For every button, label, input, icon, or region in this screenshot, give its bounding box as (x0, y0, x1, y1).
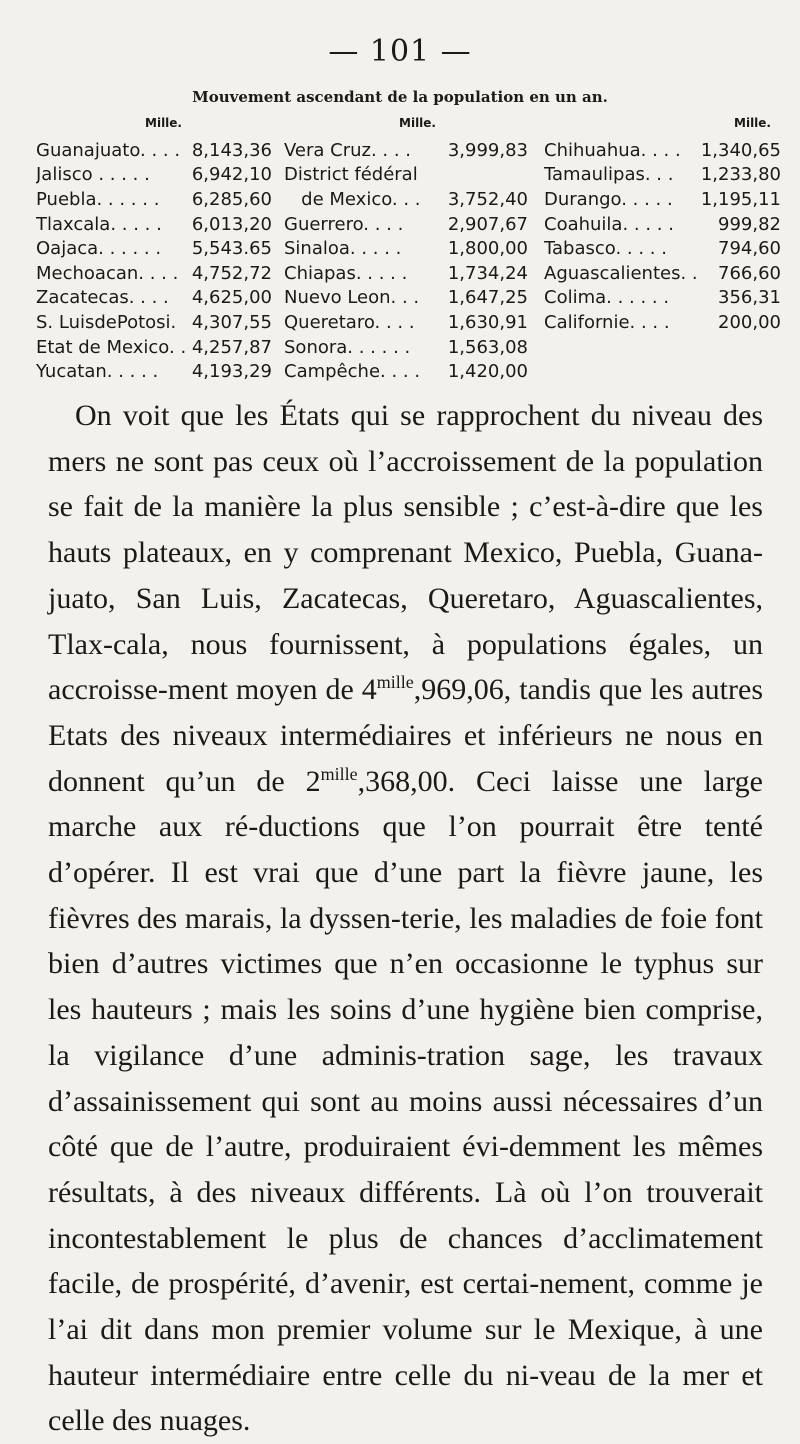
table-cell (36, 238, 272, 259)
table-cell (284, 263, 528, 284)
population-value: 4,193,29 (191, 361, 272, 383)
table-cell (284, 140, 528, 161)
state-name: Oajaca. . . . . . (36, 238, 162, 260)
population-value: 6,285,60 (191, 188, 272, 210)
state-name: Sinaloa. . . . . (284, 238, 402, 260)
table-cell (544, 164, 781, 185)
population-value: 1,233,80 (700, 164, 781, 186)
table-cell (544, 263, 781, 284)
table-cell (36, 164, 272, 185)
table-row (36, 212, 781, 237)
state-name: S. LuisdePotosi. (36, 311, 177, 333)
population-value: 1,420,00 (447, 361, 528, 383)
table-row (36, 236, 781, 261)
state-name: Colima. . . . . . (544, 287, 670, 309)
table-row (36, 138, 781, 163)
table-cell (284, 287, 528, 308)
population-value: 6,942,10 (191, 164, 272, 186)
population-value: 1,647,25 (447, 287, 528, 309)
state-name: Guerrero. . . . (284, 213, 404, 235)
table-cell (36, 337, 272, 358)
state-name: Coahuila. . . . . (544, 213, 674, 235)
table-cell (36, 263, 272, 284)
state-name: Tabasco. . . . . (544, 238, 667, 260)
table-cell (36, 312, 272, 333)
state-name: District fédéral (284, 164, 418, 186)
population-value: 3,752,40 (447, 188, 528, 210)
population-table (36, 116, 781, 384)
population-value: 6,013,20 (191, 213, 272, 235)
population-value: 3,999,83 (447, 139, 528, 161)
state-name: Tamaulipas. . . (544, 164, 674, 186)
table-cell (284, 189, 528, 210)
state-name: Queretaro. . . . (284, 311, 415, 333)
state-name: Zacatecas. . . . (36, 287, 169, 309)
population-value: 4,257,87 (191, 336, 272, 358)
state-name: Californie. . . . (544, 311, 670, 333)
superscript-mille: mille (320, 763, 358, 784)
column-header: Mille. (399, 116, 436, 130)
state-name: Mechoacan. . . . (36, 262, 179, 284)
state-name: Yucatan. . . . . (36, 361, 159, 383)
table-cell (36, 361, 272, 382)
paragraph-text: ,969,06, tandis que les autres Etats des niveaux intermédiaires et inférieurs ne nous en donnent qu’un de 2 (48, 673, 763, 798)
table-row (36, 261, 781, 286)
state-name: Nuevo Leon. . . (284, 287, 420, 309)
state-name: Guanajuato. . . . (36, 139, 181, 161)
table-body (36, 138, 781, 384)
state-name: Etat de Mexico. . (36, 336, 187, 358)
population-value: 200,00 (718, 311, 781, 333)
population-value: 1,630,91 (447, 311, 528, 333)
state-name: Tlaxcala. . . . . (36, 213, 162, 235)
body-paragraph (48, 393, 763, 1444)
state-name: Aguascalientes. . (544, 262, 698, 284)
table-cell (544, 214, 781, 235)
population-value: 356,31 (718, 287, 781, 309)
table-cell (284, 337, 528, 358)
population-value: 1,340,65 (700, 139, 781, 161)
population-value: 4,307,55 (191, 311, 272, 333)
state-name: Puebla. . . . . . (36, 188, 160, 210)
table-cell (36, 214, 272, 235)
paragraph-text: On voit que les États qui se rapprochent du niveau des mers ne sont pas ceux où l’accroissement de la population se fait de la manière la plus sensible ; c’est-à-dire que les hauts plateaux, en y comprenant Mexico, Puebla, Guana-juato, San Luis, Zacatecas, Queretaro, Aguascalientes, Tlax-cala, nous fournissent, à populations égales, un accroisse-ment moyen de 4 (48, 399, 763, 707)
table-header-row (36, 116, 781, 136)
state-name: Chiapas. . . . . (284, 262, 408, 284)
table-row (36, 359, 781, 384)
population-value: 999,82 (718, 213, 781, 235)
table-cell (284, 238, 528, 259)
population-value: 2,907,67 (447, 213, 528, 235)
population-value: 8,143,36 (191, 139, 272, 161)
table-cell (544, 287, 781, 308)
population-value: 5,543.65 (191, 238, 272, 260)
population-value: 1,563,08 (447, 336, 528, 358)
state-name: Durango. . . . . (544, 188, 673, 210)
table-cell (36, 140, 272, 161)
state-name: de Mexico. . . (284, 188, 421, 210)
population-value: 1,734,24 (447, 262, 528, 284)
state-name: Vera Cruz. . . . (284, 139, 412, 161)
table-cell (544, 238, 781, 259)
table-cell (544, 312, 781, 333)
table-title: Mouvement ascendant de la population en un an. (192, 88, 608, 106)
page-number: — 101 — (328, 34, 472, 69)
table-cell (36, 287, 272, 308)
state-name: Campêche. . . . (284, 361, 421, 383)
paragraph-text: ,368,00. Ceci laisse une large marche aux ré-ductions que l’on pourrait être tenté d’opérer. Il est vrai que d’une part la fièvre jaune, les fièvres des marais, la dyssen-terie, les maladies de foie font bien d’autres victimes que n’en occasionne le typhus sur les hauteurs ; mais les soins d’une hygiène bien comprise, la vigilance d’une adminis-tration sage, les travaux d’assainissement qui sont au moins aussi nécessaires d’un côté que de l’autre, produiraient évi-demment les mêmes résultats, à des niveaux différents. Là où l’on trouverait incontestablement le plus de chances d’acclimatement facile, de prospérité, d’avenir, est certai-nement, comme je l’ai dit dans mon premier volume sur le Mexique, à une hauteur intermédiaire entre celle du ni-veau de la mer et celle des nuages. (48, 764, 763, 1438)
population-value: 794,60 (718, 238, 781, 260)
superscript-mille: mille (376, 672, 414, 693)
state-name: Jalisco . . . . . (36, 164, 150, 186)
table-row (36, 335, 781, 360)
population-value: 766,60 (718, 262, 781, 284)
table-cell (544, 189, 781, 210)
table-cell (284, 312, 528, 333)
column-header: Mille. (734, 116, 771, 130)
table-cell (284, 361, 528, 382)
table-cell (284, 164, 528, 185)
table-row (36, 187, 781, 212)
column-header: Mille. (145, 116, 182, 130)
table-row (36, 286, 781, 311)
table-row (36, 163, 781, 188)
table-cell (544, 140, 781, 161)
state-name: Sonora. . . . . . (284, 336, 411, 358)
population-value: 4,625,00 (191, 287, 272, 309)
population-value: 4,752,72 (191, 262, 272, 284)
state-name: Chihuahua. . . . (544, 139, 681, 161)
table-cell (36, 189, 272, 210)
table-cell (284, 214, 528, 235)
population-value: 1,195,11 (700, 188, 781, 210)
table-row (36, 310, 781, 335)
population-value: 1,800,00 (447, 238, 528, 260)
